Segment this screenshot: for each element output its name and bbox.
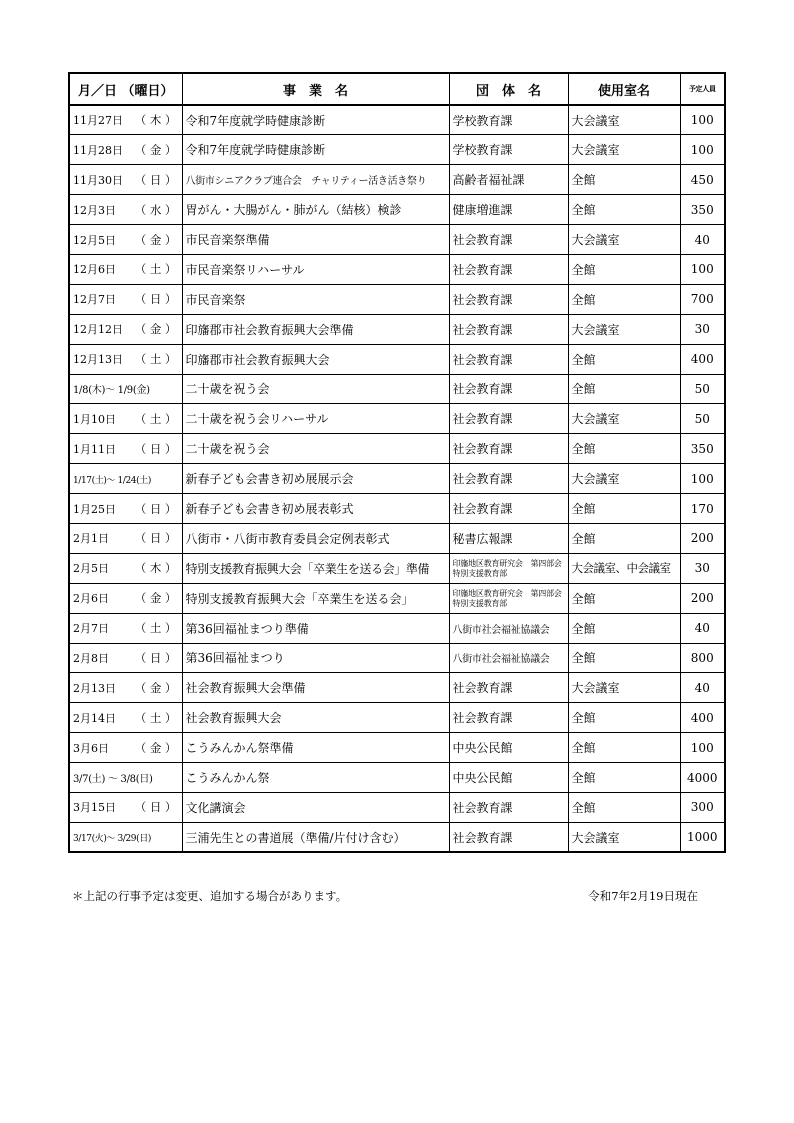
table-row bbox=[69, 583, 725, 613]
people-count-cell: 100 bbox=[680, 254, 725, 284]
organization-cell: 社会教育課 bbox=[449, 703, 568, 733]
date-month-day: 1月25日 bbox=[73, 502, 116, 516]
people-count-cell: 50 bbox=[680, 404, 725, 434]
organization-cell: 高齢者福祉課 bbox=[449, 165, 568, 195]
organization-cell: 社会教育課 bbox=[449, 434, 568, 464]
date-month-day: 11月28日 bbox=[73, 143, 123, 157]
date-cell bbox=[69, 792, 182, 822]
event-name-cell: 市民音楽祭リハーサル bbox=[182, 254, 449, 284]
day-of-week: （ 日 ） bbox=[134, 650, 177, 665]
date-month-day: 12月5日 bbox=[73, 233, 116, 247]
event-name-cell: 特別支援教育振興大会「卒業生を送る会」 bbox=[182, 583, 449, 613]
event-name-cell: 二十歳を祝う会 bbox=[182, 434, 449, 464]
room-cell: 大会議室 bbox=[568, 464, 680, 494]
organization-cell: 社会教育課 bbox=[449, 314, 568, 344]
table-row bbox=[69, 464, 725, 494]
date-month-day: 3月15日 bbox=[73, 801, 116, 815]
event-name-cell: 第36回福祉まつり bbox=[182, 643, 449, 673]
room-cell: 大会議室 bbox=[568, 105, 680, 135]
event-name-cell: 令和7年度就学時健康診断 bbox=[182, 135, 449, 165]
table-row bbox=[69, 195, 725, 225]
table-row bbox=[69, 733, 725, 763]
people-count-cell: 40 bbox=[680, 225, 725, 255]
organization-cell: 中央公民館 bbox=[449, 733, 568, 763]
room-cell: 大会議室 bbox=[568, 404, 680, 434]
people-count-cell: 300 bbox=[680, 792, 725, 822]
date-cell bbox=[69, 225, 182, 255]
day-of-week: （ 金 ） bbox=[134, 591, 177, 606]
event-name-cell: 特別支援教育振興大会「卒業生を送る会」準備 bbox=[182, 553, 449, 583]
people-count-cell: 400 bbox=[680, 344, 725, 374]
organization-cell: 健康増進課 bbox=[449, 195, 568, 225]
event-name-cell: 印旛郡市社会教育振興大会準備 bbox=[182, 314, 449, 344]
date-cell bbox=[69, 613, 182, 643]
people-count-cell: 100 bbox=[680, 135, 725, 165]
people-count-cell: 350 bbox=[680, 434, 725, 464]
room-cell: 全館 bbox=[568, 254, 680, 284]
date-cell bbox=[69, 703, 182, 733]
event-name-cell: 二十歳を祝う会リハーサル bbox=[182, 404, 449, 434]
date-month-day: 2月7日 bbox=[73, 622, 109, 636]
organization-cell: 社会教育課 bbox=[449, 374, 568, 404]
day-of-week: （ 木 ） bbox=[134, 113, 177, 128]
date-cell bbox=[69, 135, 182, 165]
room-cell: 全館 bbox=[568, 643, 680, 673]
date-cell bbox=[69, 344, 182, 374]
people-count-cell: 100 bbox=[680, 105, 725, 135]
date-cell bbox=[69, 822, 182, 852]
room-cell: 全館 bbox=[568, 195, 680, 225]
people-count-cell: 1000 bbox=[680, 822, 725, 852]
date-month-day: 2月5日 bbox=[73, 562, 109, 576]
header-people: 予定人員 bbox=[680, 73, 725, 105]
day-of-week: （ 金 ） bbox=[134, 740, 177, 755]
organization-cell: 学校教育課 bbox=[449, 135, 568, 165]
date-range: 1/8(木)～ 1/9(金) bbox=[73, 385, 150, 397]
people-count-cell: 40 bbox=[680, 613, 725, 643]
schedule-rows bbox=[69, 105, 725, 852]
date-range: 3/7(土) ～ 3/8(日) bbox=[73, 774, 153, 786]
date-range: 3/17(火)～ 3/29(日) bbox=[73, 834, 151, 845]
date-month-day: 12月13日 bbox=[73, 353, 123, 367]
table-row bbox=[69, 703, 725, 733]
day-of-week: （ 土 ） bbox=[134, 352, 177, 367]
event-name-cell: 印旛郡市社会教育振興大会 bbox=[182, 344, 449, 374]
organization-cell: 社会教育課 bbox=[449, 464, 568, 494]
schedule-table bbox=[68, 72, 726, 853]
organization-cell: 秘書広報課 bbox=[449, 523, 568, 553]
header-org: 団 体 名 bbox=[449, 73, 568, 105]
date-cell bbox=[69, 733, 182, 763]
day-of-week: （ 土 ） bbox=[134, 710, 177, 725]
event-name-cell: 新春子ども会書き初め展表彰式 bbox=[182, 494, 449, 524]
table-row bbox=[69, 613, 725, 643]
room-cell: 全館 bbox=[568, 494, 680, 524]
table-row bbox=[69, 225, 725, 255]
date-cell bbox=[69, 464, 182, 494]
event-name-cell: 社会教育振興大会準備 bbox=[182, 673, 449, 703]
date-cell bbox=[69, 763, 182, 793]
day-of-week: （ 金 ） bbox=[134, 142, 177, 157]
date-cell bbox=[69, 583, 182, 613]
event-name-cell: 二十歳を祝う会 bbox=[182, 374, 449, 404]
date-month-day: 12月6日 bbox=[73, 263, 116, 277]
people-count-cell: 200 bbox=[680, 583, 725, 613]
organization-cell: 学校教育課 bbox=[449, 105, 568, 135]
organization-cell: 社会教育課 bbox=[449, 284, 568, 314]
date-cell bbox=[69, 673, 182, 703]
day-of-week: （ 水 ） bbox=[134, 202, 177, 217]
table-row bbox=[69, 165, 725, 195]
people-count-cell: 4000 bbox=[680, 763, 725, 793]
room-cell: 全館 bbox=[568, 703, 680, 733]
room-cell: 全館 bbox=[568, 284, 680, 314]
event-name-cell: 三浦先生との書道展（準備/片付け含む） bbox=[182, 822, 449, 852]
date-month-day: 3月6日 bbox=[73, 741, 109, 755]
date-cell bbox=[69, 643, 182, 673]
room-cell: 全館 bbox=[568, 344, 680, 374]
table-row bbox=[69, 314, 725, 344]
table-row bbox=[69, 763, 725, 793]
event-name-cell: 令和7年度就学時健康診断 bbox=[182, 105, 449, 135]
day-of-week: （ 日 ） bbox=[134, 800, 177, 815]
date-month-day: 2月1日 bbox=[73, 532, 109, 546]
day-of-week: （ 土 ） bbox=[134, 262, 177, 277]
date-cell bbox=[69, 404, 182, 434]
event-name-cell: 新春子ども会書き初め展展示会 bbox=[182, 464, 449, 494]
day-of-week: （ 日 ） bbox=[134, 441, 177, 456]
table-row bbox=[69, 105, 725, 135]
organization-cell: 社会教育課 bbox=[449, 344, 568, 374]
date-month-day: 2月13日 bbox=[73, 681, 116, 695]
event-name-cell: こうみんかん祭 bbox=[182, 763, 449, 793]
date-month-day: 1月10日 bbox=[73, 412, 116, 426]
table-row bbox=[69, 374, 725, 404]
people-count-cell: 30 bbox=[680, 553, 725, 583]
room-cell: 全館 bbox=[568, 733, 680, 763]
day-of-week: （ 日 ） bbox=[134, 531, 177, 546]
date-month-day: 12月12日 bbox=[73, 323, 123, 337]
footer-as-of: 令和7年2月19日現在 bbox=[588, 889, 698, 903]
organization-cell: 中央公民館 bbox=[449, 763, 568, 793]
day-of-week: （ 日 ） bbox=[134, 501, 177, 516]
room-cell: 大会議室 bbox=[568, 822, 680, 852]
date-cell bbox=[69, 165, 182, 195]
header-event: 事 業 名 bbox=[182, 73, 449, 105]
date-month-day: 12月3日 bbox=[73, 203, 116, 217]
date-cell bbox=[69, 195, 182, 225]
date-cell bbox=[69, 553, 182, 583]
date-month-day: 1月11日 bbox=[73, 442, 116, 456]
event-name-cell: 胃がん・大腸がん・肺がん（結核）検診 bbox=[182, 195, 449, 225]
table-row bbox=[69, 494, 725, 524]
event-name-cell: 市民音楽祭 bbox=[182, 284, 449, 314]
date-month-day: 2月14日 bbox=[73, 711, 116, 725]
day-of-week: （ 土 ） bbox=[134, 621, 177, 636]
event-name-cell: こうみんかん祭準備 bbox=[182, 733, 449, 763]
people-count-cell: 400 bbox=[680, 703, 725, 733]
date-cell bbox=[69, 434, 182, 464]
date-month-day: 12月7日 bbox=[73, 293, 116, 307]
people-count-cell: 30 bbox=[680, 314, 725, 344]
schedule-sheet bbox=[68, 72, 724, 853]
room-cell: 全館 bbox=[568, 792, 680, 822]
date-cell bbox=[69, 314, 182, 344]
day-of-week: （ 金 ） bbox=[134, 322, 177, 337]
day-of-week: （ 木 ） bbox=[134, 561, 177, 576]
room-cell: 全館 bbox=[568, 434, 680, 464]
room-cell: 大会議室 bbox=[568, 314, 680, 344]
organization-cell: 社会教育課 bbox=[449, 822, 568, 852]
date-range: 1/17(土)～ 1/24(土) bbox=[73, 475, 151, 486]
table-row bbox=[69, 792, 725, 822]
table-row bbox=[69, 434, 725, 464]
table-row bbox=[69, 822, 725, 852]
people-count-cell: 800 bbox=[680, 643, 725, 673]
organization-cell: 社会教育課 bbox=[449, 673, 568, 703]
organization-cell: 八街市社会福祉協議会 bbox=[449, 643, 568, 673]
date-cell bbox=[69, 284, 182, 314]
header-room: 使用室名 bbox=[568, 73, 680, 105]
event-name-cell: 八街市・八街市教育委員会定例表彰式 bbox=[182, 523, 449, 553]
table-row bbox=[69, 254, 725, 284]
header-date: 月／日 （曜日） bbox=[69, 73, 182, 105]
day-of-week: （ 土 ） bbox=[134, 411, 177, 426]
day-of-week: （ 日 ） bbox=[134, 292, 177, 307]
date-cell bbox=[69, 374, 182, 404]
table-row bbox=[69, 673, 725, 703]
table-row bbox=[69, 553, 725, 583]
date-month-day: 11月30日 bbox=[73, 173, 123, 187]
people-count-cell: 170 bbox=[680, 494, 725, 524]
date-cell bbox=[69, 254, 182, 284]
event-name-cell: 社会教育振興大会 bbox=[182, 703, 449, 733]
room-cell: 大会議室 bbox=[568, 135, 680, 165]
organization-cell: 社会教育課 bbox=[449, 404, 568, 434]
people-count-cell: 40 bbox=[680, 673, 725, 703]
event-name-cell: 第36回福祉まつり準備 bbox=[182, 613, 449, 643]
event-name-cell: 八街市シニアクラブ連合会 チャリティー活き活き祭り bbox=[182, 165, 449, 195]
footer-note: ＊上記の行事予定は変更、追加する場合があります。 bbox=[72, 889, 348, 903]
date-cell bbox=[69, 523, 182, 553]
room-cell: 大会議室、中会議室 bbox=[568, 553, 680, 583]
day-of-week: （ 日 ） bbox=[134, 172, 177, 187]
table-row bbox=[69, 284, 725, 314]
room-cell: 全館 bbox=[568, 165, 680, 195]
table-row bbox=[69, 344, 725, 374]
room-cell: 全館 bbox=[568, 613, 680, 643]
date-cell bbox=[69, 494, 182, 524]
footer bbox=[72, 888, 698, 904]
organization-cell: 印旛地区教育研究会 第四部会特別支援教育部 bbox=[449, 583, 568, 613]
room-cell: 全館 bbox=[568, 583, 680, 613]
organization-cell: 社会教育課 bbox=[449, 494, 568, 524]
organization-cell: 八街市社会福祉協議会 bbox=[449, 613, 568, 643]
event-name-cell: 市民音楽祭準備 bbox=[182, 225, 449, 255]
organization-cell: 社会教育課 bbox=[449, 225, 568, 255]
day-of-week: （ 金 ） bbox=[134, 680, 177, 695]
room-cell: 大会議室 bbox=[568, 673, 680, 703]
room-cell: 全館 bbox=[568, 523, 680, 553]
organization-cell: 社会教育課 bbox=[449, 254, 568, 284]
people-count-cell: 200 bbox=[680, 523, 725, 553]
date-month-day: 2月8日 bbox=[73, 651, 109, 665]
room-cell: 大会議室 bbox=[568, 225, 680, 255]
table-row bbox=[69, 404, 725, 434]
table-row bbox=[69, 135, 725, 165]
date-cell bbox=[69, 105, 182, 135]
date-month-day: 2月6日 bbox=[73, 592, 109, 606]
people-count-cell: 700 bbox=[680, 284, 725, 314]
people-count-cell: 450 bbox=[680, 165, 725, 195]
event-name-cell: 文化講演会 bbox=[182, 792, 449, 822]
people-count-cell: 350 bbox=[680, 195, 725, 225]
header-row bbox=[69, 73, 725, 105]
organization-cell: 社会教育課 bbox=[449, 792, 568, 822]
room-cell: 全館 bbox=[568, 763, 680, 793]
people-count-cell: 100 bbox=[680, 464, 725, 494]
table-row bbox=[69, 643, 725, 673]
date-month-day: 11月27日 bbox=[73, 114, 123, 128]
table-row bbox=[69, 523, 725, 553]
organization-cell: 印旛地区教育研究会 第四部会特別支援教育部 bbox=[449, 553, 568, 583]
people-count-cell: 100 bbox=[680, 733, 725, 763]
room-cell: 全館 bbox=[568, 374, 680, 404]
day-of-week: （ 金 ） bbox=[134, 232, 177, 247]
people-count-cell: 50 bbox=[680, 374, 725, 404]
